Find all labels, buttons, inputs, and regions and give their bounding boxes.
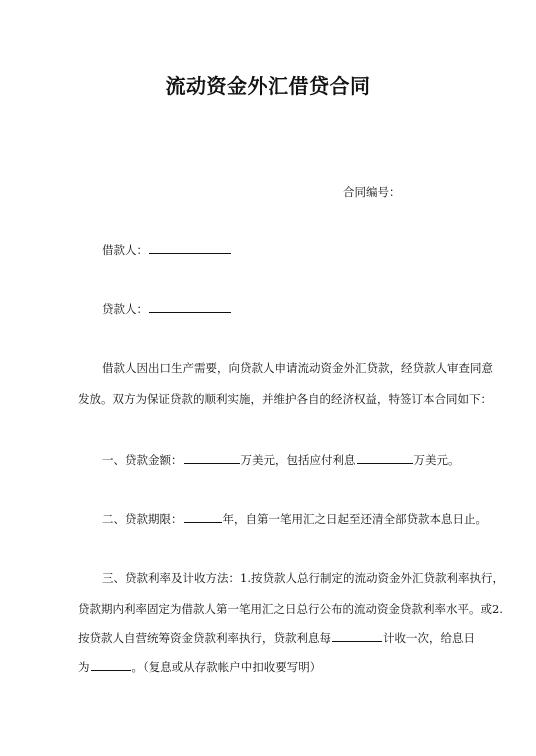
loan-term-blank[interactable] [184,511,222,523]
intro-line-2: 发放。双方为保证贷款的顺利实施，并维护各自的经济权益，特签订本合同如下： [78,392,492,406]
clause-1-prefix: 一、贷款金额： [102,453,183,467]
document-title: 流动资金外汇借贷合同 [165,74,371,98]
interest-period-blank[interactable] [332,630,382,642]
borrower-row [102,242,232,258]
lender-label: 贷款人： [102,302,148,316]
clause-2-suffix: 年，自第一笔用汇之日起至还清全部贷款本息日止。 [222,512,487,526]
intro-line-1: 借款人因出口生产需要，向贷款人申请流动资金外汇贷款，经贷款人审查同意 [102,361,493,375]
clause-3-line-4 [78,659,321,675]
interest-date-blank[interactable] [91,659,131,671]
clause-2 [102,511,487,527]
clause-3-line-4-prefix: 为 [78,660,90,674]
clause-3-line-3 [78,630,475,646]
clause-2-prefix: 二、贷款期限： [102,512,183,526]
clause-1-suffix: 万美元。 [413,453,460,467]
clause-3-line-3-suffix: 计收一次，给息日 [383,631,475,645]
contract-number-label: 合同编号： [343,185,401,199]
borrower-blank[interactable] [149,242,231,254]
clause-3-line-4-suffix: 。（复息或从存款帐户中扣收要写明） [131,660,322,674]
lender-blank[interactable] [149,301,231,313]
clause-3-line-3-prefix: 按贷款人自营统筹资金贷款利率执行，贷款利息每 [78,631,331,645]
clause-3-line-1: 三、贷款利率及计收方法：1.按贷款人总行制定的流动资金外汇贷款利率执行， [102,571,504,585]
clause-1 [102,452,460,468]
loan-amount-blank[interactable] [184,452,240,464]
clause-1-mid: 万美元，包括应付利息 [240,453,356,467]
clause-3-line-2: 贷款期内利率固定为借款人第一笔用汇之日总行公布的流动资金贷款利率水平。或2. [78,602,503,616]
borrower-label: 借款人： [102,243,148,257]
lender-row [102,301,232,317]
interest-amount-blank[interactable] [357,452,413,464]
